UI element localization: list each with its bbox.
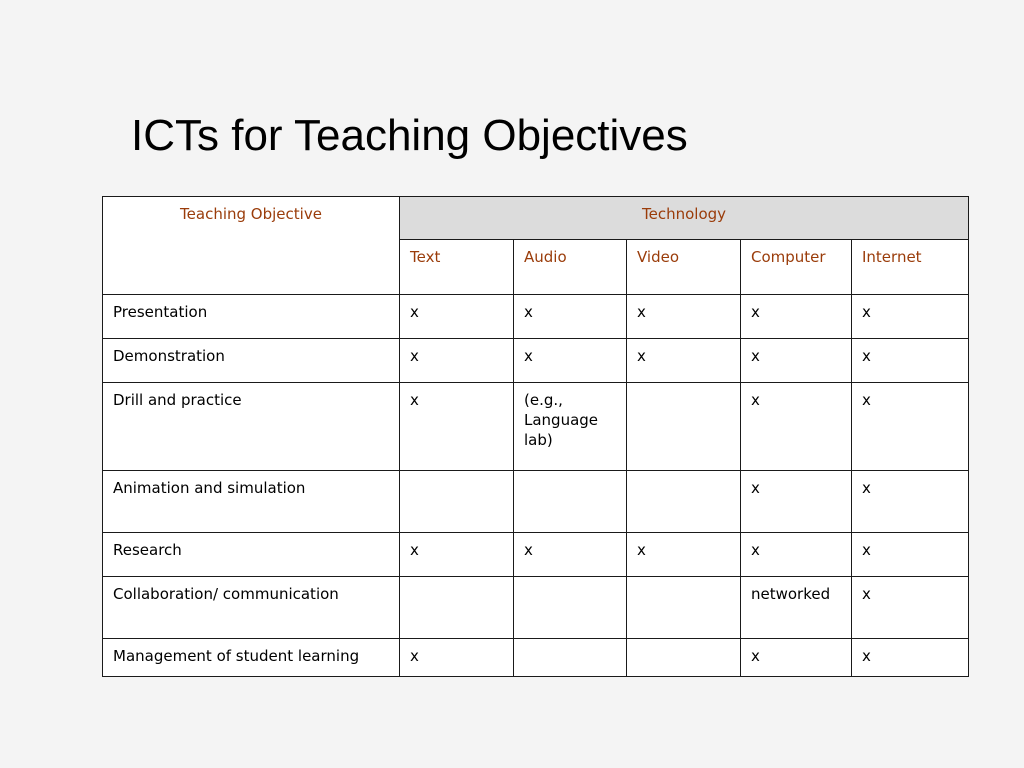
audio-cell <box>514 639 627 677</box>
internet-cell: x <box>852 339 969 383</box>
objective-cell: Animation and simulation <box>103 471 400 533</box>
column-header-internet: Internet <box>852 240 969 295</box>
objective-cell: Collaboration/ communication <box>103 577 400 639</box>
column-header-text: Text <box>400 240 514 295</box>
audio-cell: x <box>514 533 627 577</box>
video-cell: x <box>627 533 741 577</box>
table-row <box>103 383 969 471</box>
table-row <box>103 639 969 677</box>
objective-cell: Demonstration <box>103 339 400 383</box>
table-row <box>103 295 969 339</box>
internet-cell: x <box>852 295 969 339</box>
text-cell <box>400 471 514 533</box>
column-header-audio: Audio <box>514 240 627 295</box>
table-row <box>103 533 969 577</box>
column-header-video: Video <box>627 240 741 295</box>
slide-title: ICTs for Teaching Objectives <box>131 111 688 160</box>
computer-cell: x <box>741 639 852 677</box>
computer-cell: x <box>741 383 852 471</box>
column-header-computer: Computer <box>741 240 852 295</box>
computer-cell: x <box>741 295 852 339</box>
objective-cell: Management of student learning <box>103 639 400 677</box>
text-cell: x <box>400 339 514 383</box>
computer-cell: x <box>741 471 852 533</box>
video-cell <box>627 471 741 533</box>
internet-cell: x <box>852 639 969 677</box>
text-cell: x <box>400 295 514 339</box>
table-header-row <box>103 197 969 240</box>
audio-cell <box>514 577 627 639</box>
computer-cell: x <box>741 339 852 383</box>
computer-cell: networked <box>741 577 852 639</box>
objective-cell: Presentation <box>103 295 400 339</box>
audio-cell: (e.g., Language lab) <box>514 383 627 471</box>
video-cell <box>627 577 741 639</box>
audio-cell <box>514 471 627 533</box>
internet-cell: x <box>852 577 969 639</box>
technology-header: Technology <box>400 197 969 240</box>
teaching-objective-header: Teaching Objective <box>103 197 400 295</box>
audio-cell: x <box>514 295 627 339</box>
table-row <box>103 471 969 533</box>
video-cell <box>627 383 741 471</box>
computer-cell: x <box>741 533 852 577</box>
text-cell: x <box>400 533 514 577</box>
audio-cell: x <box>514 339 627 383</box>
internet-cell: x <box>852 471 969 533</box>
objective-cell: Drill and practice <box>103 383 400 471</box>
internet-cell: x <box>852 533 969 577</box>
internet-cell: x <box>852 383 969 471</box>
table-row <box>103 339 969 383</box>
video-cell <box>627 639 741 677</box>
text-cell: x <box>400 639 514 677</box>
ict-objectives-table <box>102 196 969 677</box>
video-cell: x <box>627 339 741 383</box>
video-cell: x <box>627 295 741 339</box>
text-cell: x <box>400 383 514 471</box>
table-row <box>103 577 969 639</box>
text-cell <box>400 577 514 639</box>
objective-cell: Research <box>103 533 400 577</box>
